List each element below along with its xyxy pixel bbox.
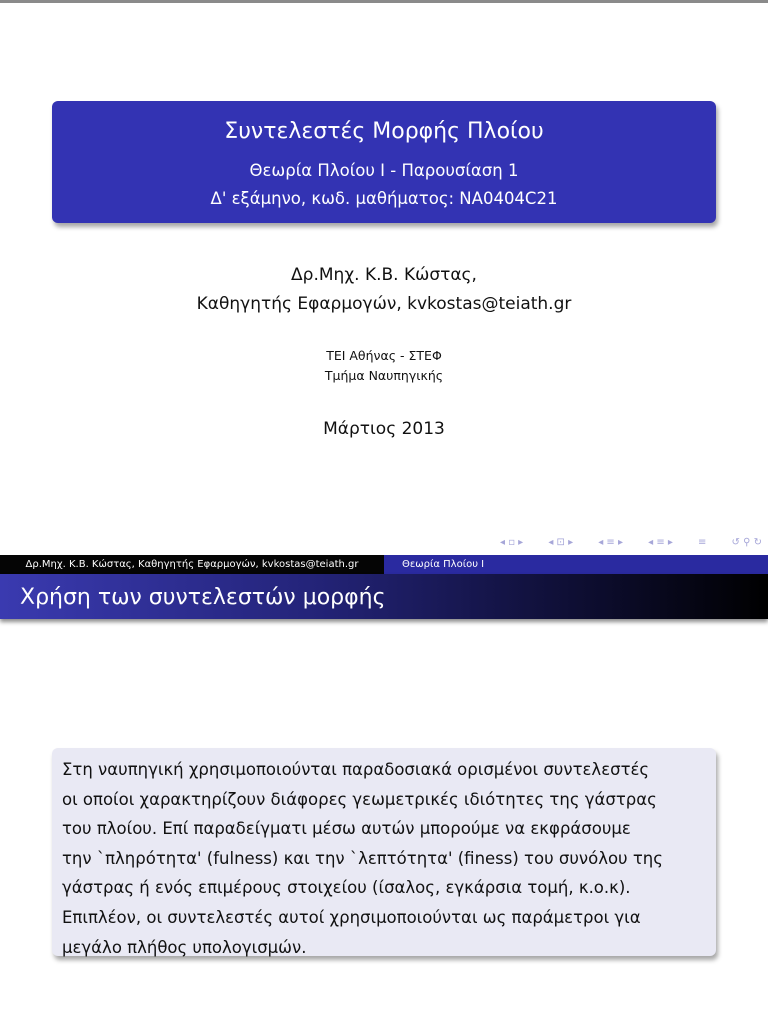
department-name: Τμήμα Ναυπηγικής bbox=[324, 368, 444, 383]
title-box bbox=[52, 101, 716, 223]
section-nav-icon[interactable]: ◂ ≡ ▸ bbox=[648, 537, 673, 548]
frame-title: Χρήση των συντελεστών μορφής bbox=[0, 574, 768, 619]
presentation-subtitle-line1: Θεωρία Πλοίου Ι - Παρουσίαση 1 bbox=[249, 161, 519, 180]
beamer-navigation-bar bbox=[500, 535, 762, 551]
block-text-line: οι οποίοι χαρακτηρίζουν διάφορες γεωμετρικές ιδιότητες της γάστρας bbox=[62, 789, 657, 809]
slide-footer bbox=[0, 555, 768, 574]
author-name: Δρ.Μηχ. Κ.Β. Κώστας, bbox=[291, 265, 477, 285]
block-text-line: του πλοίου. Επί παραδείγματι μέσω αυτών μπορούμε να εκφράσουμε bbox=[62, 819, 631, 839]
search-nav-icon[interactable]: ↺ ⚲ ↻ bbox=[731, 537, 762, 548]
presentation-date: Μάρτιος 2013 bbox=[323, 419, 445, 439]
block-text-line: γάστρας ή ενός επιμέρους στοιχείου (ίσαλος, εγκάρσια τομή, κ.ο.κ). bbox=[62, 878, 631, 898]
slide-nav-icon[interactable]: ◂ ▫ ▸ bbox=[500, 537, 524, 548]
document-nav-icon[interactable]: ≡ bbox=[698, 537, 707, 548]
block-text-line: Επιπλέον, οι συντελεστές αυτοί χρησιμοποιούνται ως παράμετροι για bbox=[62, 907, 641, 927]
block-text-line: Στη ναυπηγική χρησιμοποιούνται παραδοσιακά ορισμένοι συντελεστές bbox=[62, 760, 650, 779]
footer-author: Δρ.Μηχ. Κ.Β. Κώστας, Καθηγητής Εφαρμογών, kvkostas@teiath.gr bbox=[0, 555, 384, 574]
presentation-subtitle-line2: Δ' εξάμηνο, κωδ. μαθήματος: NA0404C21 bbox=[210, 189, 558, 208]
block-text-line: την `πληρότητα' (fulness) και την `λεπτότητα' (finess) του συνόλου της bbox=[62, 848, 663, 868]
block-text-line: μεγάλο πλήθος υπολογισμών. bbox=[62, 937, 307, 957]
author-affiliation: Καθηγητής Εφαρμογών, kvkostas@teiath.gr bbox=[196, 294, 572, 314]
footer-course: Θεωρία Πλοίου Ι bbox=[384, 555, 768, 574]
institute-name: ΤΕΙ Αθήνας - ΣΤΕΦ bbox=[326, 348, 442, 363]
subsection-nav-icon[interactable]: ◂ ≡ ▸ bbox=[598, 537, 623, 548]
content-block bbox=[52, 748, 716, 956]
presentation-title: Συντελεστές Μορφής Πλοίου bbox=[224, 119, 544, 144]
frame-nav-icon[interactable]: ◂ ⊡ ▸ bbox=[548, 537, 574, 548]
top-border bbox=[0, 0, 768, 3]
